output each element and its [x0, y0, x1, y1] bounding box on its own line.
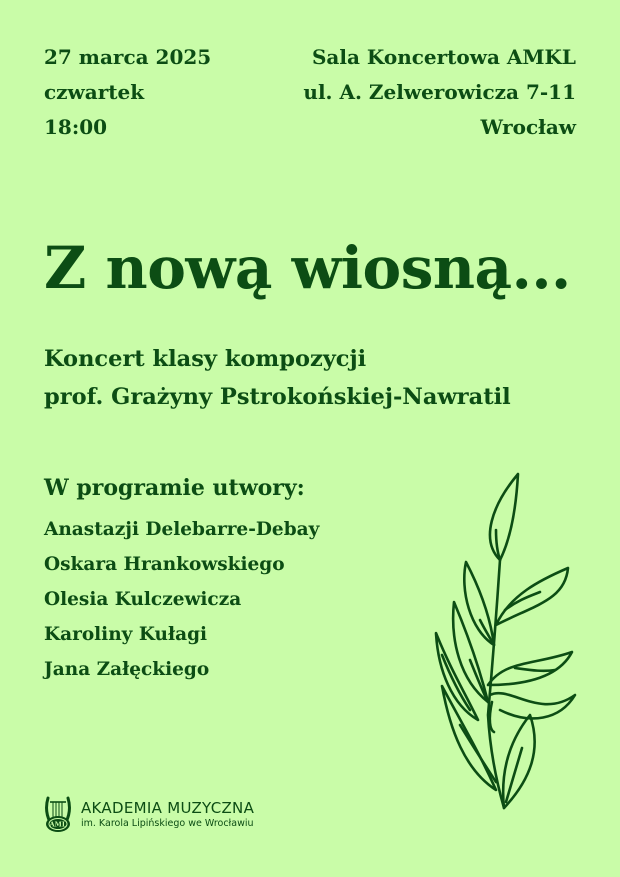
venue-hall: Sala Koncertowa AMKL — [311, 45, 576, 69]
concert-title: Z nową wiosną... — [44, 234, 571, 302]
venue-street: ul. A. Zelwerowicza 7-11 — [303, 80, 576, 104]
subtitle-line-1: Koncert klasy kompozycji — [44, 346, 367, 372]
event-weekday: czwartek — [44, 80, 145, 104]
academy-logo — [44, 794, 254, 834]
event-datetime — [44, 40, 211, 145]
academy-name — [81, 799, 254, 830]
leafy-branch-icon — [430, 470, 580, 825]
composer-item: Olesia Kulczewicza — [44, 589, 242, 610]
event-date: 27 marca 2025 — [44, 45, 212, 69]
composer-item: Karoliny Kułagi — [44, 624, 208, 645]
academy-subtitle: im. Karola Lipińskiego we Wrocławiu — [81, 817, 254, 829]
lyre-icon — [44, 794, 72, 834]
svg-text:AML: AML — [49, 820, 67, 829]
concert-subtitle — [44, 340, 511, 416]
composer-item: Jana Załęckiego — [44, 659, 210, 680]
program-heading: W programie utwory: — [44, 475, 305, 501]
event-time: 18:00 — [44, 115, 108, 139]
venue-city: Wrocław — [480, 115, 576, 139]
subtitle-line-2: prof. Grażyny Pstrokońskiej-Nawratil — [44, 384, 511, 410]
academy-title: AKADEMIA MUZYCZNA — [81, 798, 255, 817]
composer-item: Anastazji Delebarre-Debay — [44, 519, 320, 540]
event-venue — [303, 40, 576, 145]
composer-list — [44, 512, 319, 687]
composer-item: Oskara Hrankowskiego — [44, 554, 285, 575]
